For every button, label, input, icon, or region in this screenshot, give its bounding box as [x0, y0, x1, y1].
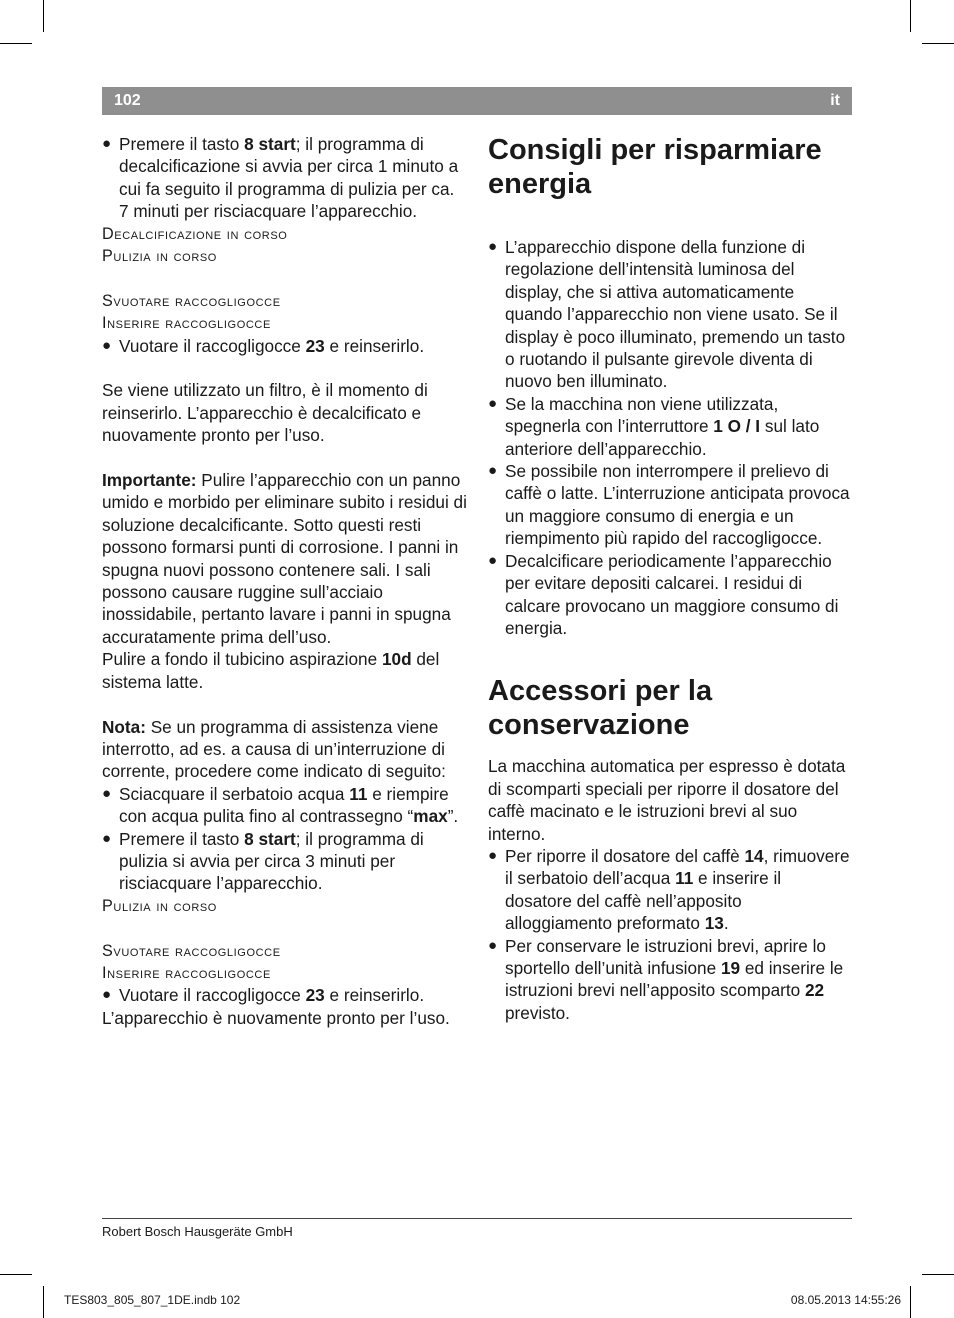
footer-rule: [102, 1218, 852, 1219]
paragraph: L’apparecchio è nuovamente pronto per l’uso.: [102, 1007, 450, 1028]
crop-mark: [0, 1274, 32, 1275]
section-heading: Consigli per risparmiare energia: [488, 134, 822, 200]
slug-date: 08.05.2013 14:55:26: [790, 1293, 901, 1307]
list-item: ● Per riporre il dosatore del caffè 14, rimuovere il serbatoio dell’acqua 11 e inserire il dosatore del caffè nell’apposito alloggiamento preformato 13.: [488, 845, 852, 935]
display-message: Pulizia in corso: [102, 896, 217, 915]
list-item: ● Sciacquare il serbatoio acqua 11 e riempire con acqua pulita fino al contrassegno “max”.: [102, 783, 467, 828]
list-item: ● Premere il tasto 8 start; il programma di decalcificazione si avvia per circa 1 minuto a cui fa seguito il programma di pulizia per ca. 7 minuti per risciacquare l’apparecchio.: [102, 133, 467, 223]
crop-mark: [910, 1286, 911, 1318]
display-message: Inserire raccogligocce: [102, 963, 271, 982]
crop-mark: [910, 0, 911, 32]
crop-mark: [922, 43, 954, 44]
paragraph: Pulire a fondo il tubicino aspirazione 10d del sistema latte.: [102, 649, 440, 692]
list-item: ● Per conservare le istruzioni brevi, aprire lo sportello dell’unità infusione 19 ed inserire le istruzioni brevi nell’apposito scomparto 22 previsto.: [488, 935, 852, 1025]
crop-mark: [43, 1286, 44, 1318]
left-column: [102, 133, 467, 1029]
paragraph: La macchina automatica per espresso è dotata di scomparti speciali per riporre il dosatore del caffè macinato e le istruzioni brevi al suo interno.: [488, 756, 846, 844]
language-code: it: [830, 92, 840, 109]
page-number: 102: [114, 92, 141, 109]
display-message: Svuotare raccogligocce: [102, 291, 281, 310]
display-message: Inserire raccogligocce: [102, 314, 271, 333]
note: Nota: Se un programma di assistenza viene interrotto, ad es. a causa di un’interruzione di corrente, procedere come indicato di seguito:: [102, 716, 446, 782]
display-message: Decalcificazione in corso: [102, 224, 288, 243]
page-header: [102, 87, 852, 115]
list-item: ● Vuotare il raccogligocce 23 e reinserirlo.: [102, 984, 467, 1006]
list-item: ● Se la macchina non viene utilizzata, spegnerla con l’interruttore 1 O / I sul lato anteriore dell’apparecchio.: [488, 393, 852, 460]
crop-mark: [43, 0, 44, 32]
display-message: Pulizia in corso: [102, 247, 217, 266]
section-heading: Accessori per la conservazione: [488, 675, 713, 742]
paragraph: Se viene utilizzato un filtro, è il momento di reinserirlo. L’apparecchio è decalcificato e nuovamente pronto per l’uso.: [102, 380, 428, 446]
crop-mark: [0, 43, 32, 44]
important-note: Importante: Pulire l’apparecchio con un panno umido e morbido per eliminare subito i residui di soluzione decalcificante. Sotto questi resti possono formarsi punti di corrosione. I panni in spugna nuovi possono contenere sali. I sali possono causare ruggine sull’acciaio inossidabile, pertanto lavare i panni in spugna accuratamente prima dell’uso.: [102, 470, 467, 647]
list-item: ● Decalcificare periodicamente l’apparecchio per evitare depositi calcarei. I residui di calcare provocano un maggiore consumo di energia.: [488, 550, 852, 640]
crop-mark: [922, 1274, 954, 1275]
footer-company: Robert Bosch Hausgeräte GmbH: [102, 1224, 293, 1239]
list-item: ● Vuotare il raccogligocce 23 e reinserirlo.: [102, 335, 467, 357]
slug-file: TES803_805_807_1DE.indb 102: [64, 1293, 241, 1307]
list-item: ● Se possibile non interrompere il prelievo di caffè o latte. L’interruzione anticipata provoca un maggiore consumo di energia e un riempimento più rapido del raccogligocce.: [488, 460, 852, 550]
list-item: ● Premere il tasto 8 start; il programma di pulizia si avvia per circa 3 minuti per risciacquare l’apparecchio.: [102, 828, 467, 895]
right-column: [488, 133, 852, 1024]
display-message: Svuotare raccogligocce: [102, 941, 281, 960]
list-item: ● L’apparecchio dispone della funzione di regolazione dell’intensità luminosa del display, che si attiva automaticamente quando l’apparecchio non viene usato. Se il display è poco illuminato, premendo un tasto o ruotando il pulsante girevole diventa di nuovo ben illuminato.: [488, 236, 852, 393]
